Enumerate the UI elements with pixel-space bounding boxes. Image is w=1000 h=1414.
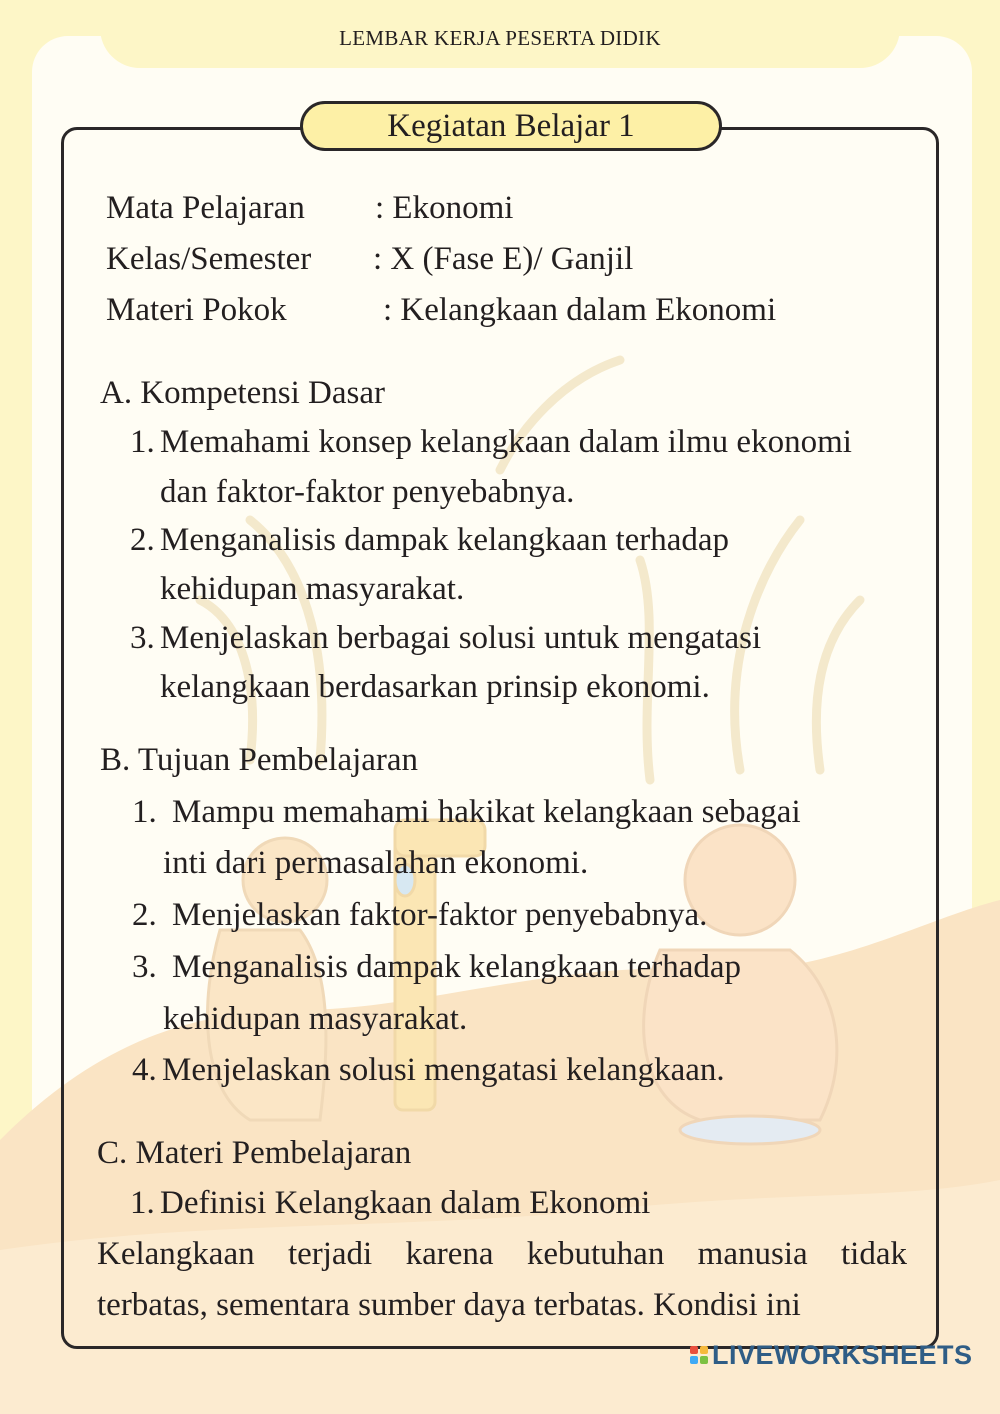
logo-square [690,1356,698,1364]
section-b-heading: B. Tujuan Pembelajaran [100,742,419,778]
info-label-subject: Mata Pelajaran [106,190,305,226]
section-a-item-text: Menganalisis dampak kelangkaan terhadap [160,522,730,558]
info-label-class: Kelas/Semester [106,241,312,277]
logo-mark-icon [690,1346,708,1364]
section-b-item-text: inti dari permasalahan ekonomi. [163,845,589,881]
section-a-item-text: kelangkaan berdasarkan prinsip ekonomi. [160,669,710,705]
section-c-paragraph-line: Kelangkaan terjadi karena kebutuhan manusia tidak [97,1236,907,1272]
section-c-heading: C. Materi Pembelajaran [97,1135,412,1171]
logo-text: LIVEWORKSHEETS [712,1339,973,1370]
section-c-item-number: 1. [130,1185,155,1221]
section-a-item-text: Menjelaskan berbagai solusi untuk mengatasi [160,620,762,656]
logo-square [700,1356,708,1364]
section-b-item-number: 4. [132,1052,157,1088]
section-a-item-text: dan faktor-faktor penyebabnya. [160,474,575,510]
section-a-item-text: Memahami konsep kelangkaan dalam ilmu ekonomi [160,424,852,460]
info-value-topic: : Kelangkaan dalam Ekonomi [383,292,777,328]
logo-square [700,1346,708,1354]
section-a-item-number: 3. [130,620,155,656]
liveworksheets-logo[interactable] [690,1340,973,1370]
activity-title-pill: Kegiatan Belajar 1 [300,101,722,151]
info-value-subject: : Ekonomi [375,190,514,226]
section-a-item-number: 2. [130,522,155,558]
section-b-item-text: Menjelaskan solusi mengatasi kelangkaan. [162,1052,725,1088]
section-c-item-text: Definisi Kelangkaan dalam Ekonomi [160,1185,651,1221]
info-label-topic: Materi Pokok [106,292,287,328]
page-header-title: LEMBAR KERJA PESERTA DIDIK [339,26,661,50]
section-b-item-text: Menjelaskan faktor-faktor penyebabnya. [172,897,708,933]
section-b-item-number: 1. [132,794,157,830]
section-a-item-number: 1. [130,424,155,460]
section-a-heading: A. Kompetensi Dasar [100,375,386,411]
section-b-item-text: Mampu memahami hakikat kelangkaan sebagai [172,794,801,830]
logo-square [690,1346,698,1354]
section-c-paragraph-line: terbatas, sementara sumber daya terbatas. Kondisi ini [97,1287,801,1323]
info-value-class: : X (Fase E)/ Ganjil [373,241,634,277]
section-b-item-number: 3. [132,949,157,985]
section-b-item-text: kehidupan masyarakat. [163,1001,468,1037]
section-b-item-number: 2. [132,897,157,933]
section-a-item-text: kehidupan masyarakat. [160,571,465,607]
section-b-item-text: Menganalisis dampak kelangkaan terhadap [172,949,742,985]
